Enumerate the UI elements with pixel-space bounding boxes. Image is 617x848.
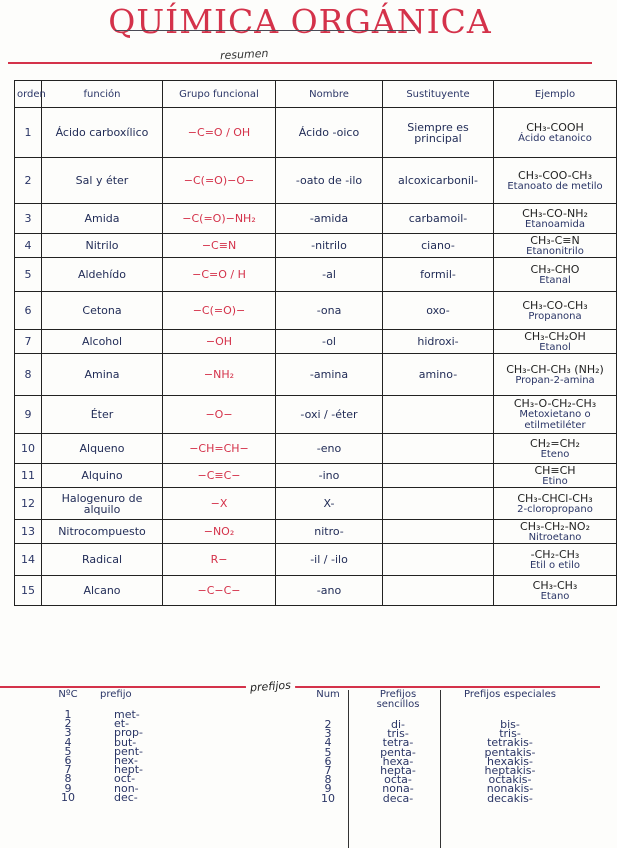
row-sustituyente: alcoxicarbonil- [383, 158, 494, 204]
especial-item: tris- [499, 727, 521, 741]
example-name: Ácido etanoico [518, 132, 592, 144]
header-orden: orden [15, 81, 42, 108]
row-funcion: Sal y éter [42, 158, 163, 204]
row-funcion: Nitrocompuesto [42, 520, 163, 544]
num-item: 9 [324, 782, 332, 796]
nc-item: 2 [64, 717, 72, 731]
row-grupo: −C≡N [163, 234, 276, 258]
row-nombre: Ácido -oico [276, 108, 383, 158]
row-number: 12 [15, 488, 42, 520]
prefijo-item: hex- [114, 753, 139, 767]
especiales-column [450, 689, 570, 805]
nc-header: NºC [58, 689, 78, 700]
header-nombre: Nombre [276, 81, 383, 108]
row-grupo: −C(=O)−O− [163, 158, 276, 204]
table-header-row [15, 81, 617, 108]
especial-item: tetrakis- [487, 736, 533, 750]
prefijo-item: hept- [114, 763, 144, 777]
row-funcion: Alquino [42, 464, 163, 488]
row-funcion: Alqueno [42, 434, 163, 464]
row-grupo: −NO₂ [163, 520, 276, 544]
prefijo-item: but- [114, 735, 137, 749]
num-item: 7 [324, 763, 332, 777]
num-item: 10 [321, 791, 335, 805]
table-row [15, 108, 617, 158]
row-ejemplo [494, 108, 617, 158]
nc-item: 1 [64, 708, 72, 721]
row-grupo: −X [163, 488, 276, 520]
num-item: 2 [324, 718, 332, 731]
row-number: 13 [15, 520, 42, 544]
example-name: Etanonitrilo [526, 245, 584, 257]
row-sustituyente: ciano- [383, 234, 494, 258]
row-ejemplo [494, 204, 617, 234]
row-sustituyente [383, 576, 494, 606]
table-row [15, 396, 617, 434]
row-funcion: Éter [42, 396, 163, 434]
row-number: 9 [15, 396, 42, 434]
page-subtitle: resumen [219, 46, 269, 63]
especial-item: nonakis- [486, 782, 534, 796]
sencillo-item: penta- [380, 745, 416, 759]
row-sustituyente [383, 396, 494, 434]
bottom-divider [0, 686, 600, 688]
row-funcion: Amida [42, 204, 163, 234]
table-row [15, 234, 617, 258]
table-row [15, 258, 617, 292]
especial-item: decakis- [487, 791, 533, 805]
especial-item: bis- [500, 718, 520, 731]
row-grupo: −C≡C− [163, 464, 276, 488]
row-ejemplo [494, 396, 617, 434]
row-nombre: nitro- [276, 520, 383, 544]
example-formula: CH₃-O-CH₂-CH₃ [513, 397, 597, 410]
row-grupo: −OH [163, 330, 276, 354]
row-sustituyente [383, 544, 494, 576]
row-grupo: R− [163, 544, 276, 576]
example-formula: CH₃-CHO [530, 262, 580, 276]
row-sustituyente: Siempre es principal [383, 108, 494, 158]
example-name: Nitroetano [528, 531, 582, 543]
row-number: 4 [15, 234, 42, 258]
row-ejemplo [494, 330, 617, 354]
row-ejemplo [494, 354, 617, 396]
header-grupo: Grupo funcional [163, 81, 276, 108]
row-ejemplo [494, 292, 617, 330]
prefijo-item: pent- [114, 744, 144, 758]
row-ejemplo [494, 464, 617, 488]
prefijo-item: prop- [114, 726, 143, 740]
table-row [15, 158, 617, 204]
row-nombre: -amina [276, 354, 383, 396]
row-number: 10 [15, 434, 42, 464]
header-funcion: función [42, 81, 163, 108]
row-sustituyente [383, 464, 494, 488]
example-name: Etanal [539, 274, 571, 286]
row-funcion: Alcohol [42, 330, 163, 354]
example-name: Propan-2-amina [515, 374, 595, 386]
prefijo-item: non- [114, 781, 139, 795]
example-formula: CH₃-COOH [526, 120, 584, 134]
example-formula: CH≡CH [534, 463, 576, 477]
especial-item: octakis- [488, 773, 532, 787]
row-number: 2 [15, 158, 42, 204]
row-funcion: Ácido carboxílico [42, 108, 163, 158]
table-row [15, 354, 617, 396]
row-grupo: −C(=O)−NH₂ [163, 204, 276, 234]
page-title: QUÍMICA ORGÁNICA [108, 2, 492, 41]
row-funcion: Halogenuro de alquilo [42, 488, 163, 520]
num-item: 4 [324, 736, 332, 750]
row-ejemplo [494, 258, 617, 292]
row-grupo: −O− [163, 396, 276, 434]
example-formula: CH₂=CH₂ [530, 436, 580, 450]
row-funcion: Nitrilo [42, 234, 163, 258]
especial-item: heptakis- [484, 763, 536, 777]
especial-item: pentakis- [484, 745, 536, 759]
row-number: 5 [15, 258, 42, 292]
example-formula: CH₃-C≡N [530, 233, 580, 247]
table-row [15, 544, 617, 576]
row-ejemplo [494, 158, 617, 204]
row-number: 15 [15, 576, 42, 606]
row-sustituyente [383, 434, 494, 464]
row-sustituyente: hidroxi- [383, 330, 494, 354]
especiales-header: Prefijos especiales [464, 689, 556, 700]
row-grupo: −C=O / H [163, 258, 276, 292]
num-item: 6 [324, 754, 332, 768]
example-name: Etanol [539, 341, 571, 353]
row-nombre: -ol [276, 330, 383, 354]
header-sustituyente: Sustituyente [383, 81, 494, 108]
example-formula: CH₃-CH₂-NO₂ [520, 519, 590, 533]
nc-item: 5 [64, 744, 72, 758]
row-nombre: -amida [276, 204, 383, 234]
num-item: 3 [324, 727, 332, 741]
row-nombre: -ona [276, 292, 383, 330]
row-nombre: -eno [276, 434, 383, 464]
row-grupo: −C−C− [163, 576, 276, 606]
example-name: Etino [542, 475, 568, 487]
example-name: Eteno [540, 448, 570, 460]
header-ejemplo: Ejemplo [494, 81, 617, 108]
row-sustituyente: oxo- [383, 292, 494, 330]
example-formula: CH₃-CHCl-CH₃ [517, 491, 593, 505]
row-nombre: -il / -ilo [276, 544, 383, 576]
sencillos-column [358, 689, 438, 805]
table-row [15, 292, 617, 330]
especial-item: hexakis- [487, 754, 533, 768]
row-number: 6 [15, 292, 42, 330]
row-grupo: −CH=CH− [163, 434, 276, 464]
example-formula: CH₃-CH₂OH [524, 329, 586, 343]
sencillo-item: hepta- [380, 763, 416, 777]
sencillo-item: hexa- [382, 754, 414, 768]
example-name: Etanoato de metilo [507, 180, 603, 192]
table-row [15, 464, 617, 488]
row-funcion: Cetona [42, 292, 163, 330]
top-divider [8, 62, 592, 64]
prefijo-item: met- [114, 708, 140, 721]
nc-item: 8 [64, 772, 72, 786]
example-name: Metoxietano o etilmetiléter [519, 409, 591, 431]
nc-item: 7 [64, 763, 72, 777]
table-row [15, 204, 617, 234]
functional-groups-table [14, 80, 617, 606]
nc-item: 3 [64, 726, 72, 740]
row-nombre: -ano [276, 576, 383, 606]
example-formula: -CH₂-CH₃ [530, 547, 580, 561]
prefix-divider [348, 690, 349, 848]
num-header: Num [316, 689, 340, 700]
row-grupo: −NH₂ [163, 354, 276, 396]
row-sustituyente: carbamoil- [383, 204, 494, 234]
table-row [15, 330, 617, 354]
prefijo-item: oct- [114, 772, 136, 786]
row-grupo: −C(=O)− [163, 292, 276, 330]
row-funcion: Aldehído [42, 258, 163, 292]
table-row [15, 434, 617, 464]
num-item: 8 [324, 773, 332, 787]
row-number: 14 [15, 544, 42, 576]
example-formula: CH₃-CO-NH₂ [522, 206, 588, 220]
prefijo-header: prefijo [100, 689, 132, 700]
row-number: 1 [15, 108, 42, 158]
sencillo-item: tetra- [382, 736, 414, 750]
example-name: Etil o etilo [529, 559, 581, 571]
example-formula: CH₃-COO-CH₃ [518, 168, 592, 182]
sencillo-item: di- [390, 718, 405, 731]
example-formula: CH₃-CH-CH₃ (NH₂) [506, 362, 604, 376]
row-sustituyente [383, 488, 494, 520]
example-name: Propanona [528, 310, 582, 322]
num-column [310, 689, 346, 805]
nc-item: 10 [61, 790, 75, 804]
prefixes-title: prefijos [246, 678, 296, 694]
row-nombre: -oxi / -éter [276, 396, 383, 434]
example-name: Etano [540, 590, 570, 602]
row-ejemplo [494, 488, 617, 520]
row-ejemplo [494, 544, 617, 576]
prefijo-item: dec- [114, 790, 138, 804]
row-ejemplo [494, 434, 617, 464]
sencillos-header: Prefijos sencillos [376, 689, 420, 710]
row-number: 8 [15, 354, 42, 396]
row-sustituyente [383, 520, 494, 544]
prefijo-column [100, 689, 200, 804]
row-number: 11 [15, 464, 42, 488]
row-nombre: -oato de -ilo [276, 158, 383, 204]
row-nombre: -nitrilo [276, 234, 383, 258]
row-funcion: Radical [42, 544, 163, 576]
sencillo-item: nona- [382, 782, 414, 796]
nc-item: 6 [64, 753, 72, 767]
sencillo-item: octa- [384, 773, 412, 787]
sencillo-item: tris- [387, 727, 409, 741]
example-formula: CH₃-CH₃ [532, 578, 578, 592]
table-row [15, 520, 617, 544]
sencillo-item: deca- [382, 791, 414, 805]
row-funcion: Alcano [42, 576, 163, 606]
example-name: 2-cloropropano [517, 503, 593, 515]
table-row [15, 576, 617, 606]
row-number: 3 [15, 204, 42, 234]
nc-item: 9 [64, 781, 72, 795]
row-ejemplo [494, 520, 617, 544]
nc-column [48, 689, 88, 804]
example-formula: CH₃-CO-CH₃ [522, 298, 588, 312]
num-item: 5 [324, 745, 332, 759]
table-row [15, 488, 617, 520]
row-nombre: -ino [276, 464, 383, 488]
example-name: Etanoamida [525, 218, 585, 230]
title-strikethrough [115, 30, 415, 31]
row-grupo: −C=O / OH [163, 108, 276, 158]
row-sustituyente: formil- [383, 258, 494, 292]
row-number: 7 [15, 330, 42, 354]
row-ejemplo [494, 576, 617, 606]
nc-item: 4 [64, 735, 72, 749]
prefijo-item: et- [114, 717, 130, 731]
row-sustituyente: amino- [383, 354, 494, 396]
row-funcion: Amina [42, 354, 163, 396]
row-ejemplo [494, 234, 617, 258]
row-nombre: -al [276, 258, 383, 292]
prefix-divider-2 [440, 690, 441, 848]
row-nombre: X- [276, 488, 383, 520]
